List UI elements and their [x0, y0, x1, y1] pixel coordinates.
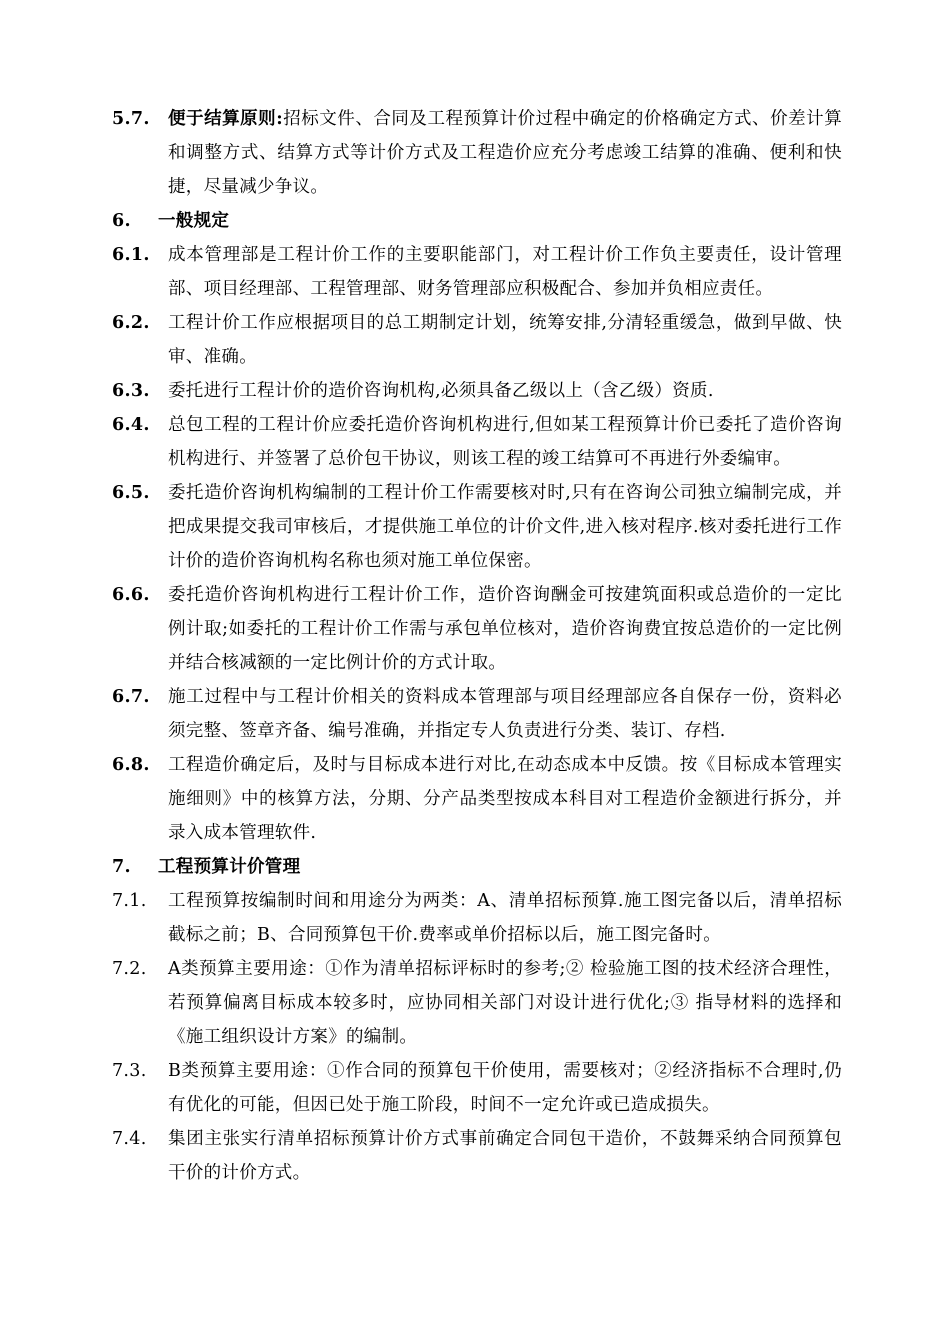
clause-text: 工程预算按编制时间和用途分为两类：A、清单招标预算.施工图完备以后，清单招标截标之前；B、合同预算包干价.费率或单价招标以后，施工图完备时。: [168, 891, 842, 945]
clause-number: 5.7.: [112, 109, 150, 129]
clause-7-1: [112, 884, 842, 952]
section-heading-7: [112, 850, 842, 884]
clause-text: 工程造价确定后，及时与目标成本进行对比,在动态成本中反馈。按《目标成本管理实施细则》中的核算方法，分期、分产品类型按成本科目对工程造价金额进行拆分，并录入成本管理软件.: [168, 755, 842, 843]
clause-number: 6.1.: [112, 245, 150, 265]
section-number: 7.: [112, 857, 131, 877]
clause-number: 6.4.: [112, 415, 150, 435]
clause-number: 7.4.: [112, 1129, 147, 1149]
clause-text: [168, 102, 842, 204]
clause-lead: 便于结算原则:: [168, 109, 283, 129]
section-heading-6: [112, 204, 842, 238]
clause-text: B类预算主要用途：①作合同的预算包干价使用，需要核对；②经济指标不合理时,仍有优化的可能，但因已处于施工阶段，时间不一定允许或已造成损失。: [168, 1061, 842, 1115]
section-title: 工程预算计价管理: [158, 857, 301, 877]
clause-text: 委托造价咨询机构进行工程计价工作，造价咨询酬金可按建筑面积或总造价的一定比例计取;如委托的工程计价工作需与承包单位核对，造价咨询费宜按总造价的一定比例并结合核减额的一定比例计价的方式计取。: [168, 585, 842, 673]
clause-number: 6.5.: [112, 483, 150, 503]
clause-number: 6.6.: [112, 585, 150, 605]
clause-6-8: [112, 748, 842, 850]
clause-6-1: [112, 238, 842, 306]
clause-6-5: [112, 476, 842, 578]
clause-7-2: [112, 952, 842, 1054]
clause-number: 7.3.: [112, 1061, 147, 1081]
clause-text: 施工过程中与工程计价相关的资料成本管理部与项目经理部应各自保存一份，资料必须完整、签章齐备、编号准确，并指定专人负责进行分类、装订、存档.: [168, 687, 842, 741]
clause-6-4: [112, 408, 842, 476]
clause-body: 招标文件、合同及工程预算计价过程中确定的价格确定方式、价差计算和调整方式、结算方式等计价方式及工程造价应充分考虑竣工结算的准确、便利和快捷，尽量减少争议。: [168, 109, 842, 197]
clause-7-3: [112, 1054, 842, 1122]
document-page: [0, 102, 950, 1190]
clause-text: 总包工程的工程计价应委托造价咨询机构进行,但如某工程预算计价已委托了造价咨询机构进行、并签署了总价包干协议，则该工程的竣工结算可不再进行外委编审。: [168, 415, 842, 469]
clause-7-4: [112, 1122, 842, 1190]
clause-text: 成本管理部是工程计价工作的主要职能部门，对工程计价工作负主要责任，设计管理部、项目经理部、工程管理部、财务管理部应积极配合、参加并负相应责任。: [168, 245, 842, 299]
clause-text: A类预算主要用途：①作为清单招标评标时的参考;② 检验施工图的技术经济合理性，若预算偏离目标成本较多时，应协同相关部门对设计进行优化;③ 指导材料的选择和《施工组织设计方案》的编制。: [168, 959, 842, 1047]
clause-number: 6.2.: [112, 313, 150, 333]
clause-text: 工程计价工作应根据项目的总工期制定计划，统筹安排,分清轻重缓急，做到早做、快审、准确。: [168, 313, 842, 367]
clause-text: 委托进行工程计价的造价咨询机构,必须具备乙级以上（含乙级）资质.: [168, 381, 714, 401]
clause-number: 6.3.: [112, 381, 150, 401]
clause-6-7: [112, 680, 842, 748]
section-number: 6.: [112, 211, 131, 231]
clause-6-3: [112, 374, 842, 408]
clause-number: 6.7.: [112, 687, 150, 707]
clause-number: 6.8.: [112, 755, 150, 775]
clause-6-2: [112, 306, 842, 374]
clause-6-6: [112, 578, 842, 680]
clause-number: 7.1.: [112, 891, 147, 911]
section-title: 一般规定: [158, 211, 230, 231]
clause-5-7: [112, 102, 842, 204]
clause-text: 集团主张实行清单招标预算计价方式事前确定合同包干造价，不鼓舞采纳合同预算包干价的计价方式。: [168, 1129, 842, 1183]
clause-text: 委托造价咨询机构编制的工程计价工作需要核对时,只有在咨询公司独立编制完成，并把成果提交我司审核后，才提供施工单位的计价文件,进入核对程序.核对委托进行工作计价的造价咨询机构名称也须对施工单位保密。: [168, 483, 842, 571]
clause-number: 7.2.: [112, 959, 147, 979]
